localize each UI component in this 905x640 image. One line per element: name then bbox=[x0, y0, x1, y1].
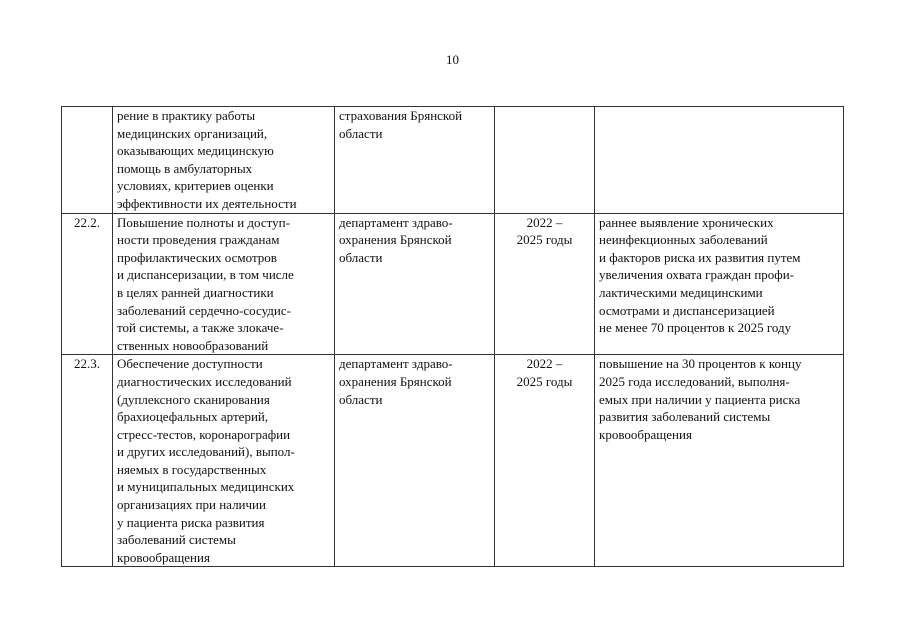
table-row bbox=[62, 355, 844, 567]
result-cell: повышение на 30 процентов к концу 2025 года исследований, выполня- емых при наличии у пациента риска развития заболеваний системы кровообращения bbox=[595, 355, 844, 567]
executor-cell: страхования Брянской области bbox=[335, 107, 495, 214]
measures-table bbox=[61, 106, 844, 567]
executor-cell: департамент здраво- охранения Брянской области bbox=[335, 355, 495, 567]
result-cell: раннее выявление хронических неинфекционных заболеваний и факторов риска их развития путем увеличения охвата граждан профи- лактическими медицинскими осмотрами и диспансеризацией не менее 70 процентов к 2025 году bbox=[595, 213, 844, 355]
activity-cell: Повышение полноты и доступ- ности проведения гражданам профилактических осмотров и диспансеризации, в том числе в целях ранней диагностики заболеваний сердечно-сосудис- той системы, а также злокаче- ственных новообразований bbox=[113, 213, 335, 355]
activity-cell: Обеспечение доступности диагностических исследований (дуплексного сканирования брахиоцефальных артерий, стресс-тестов, коронарографии и других исследований), выпол- няемых в государственных и муниципальных медицинских организациях при наличии у пациента риска развития заболеваний системы кровообращения bbox=[113, 355, 335, 567]
page-number: 10 bbox=[446, 52, 459, 67]
result-cell bbox=[595, 107, 844, 214]
executor-cell: департамент здраво- охранения Брянской области bbox=[335, 213, 495, 355]
row-number-cell: 22.2. bbox=[62, 213, 113, 355]
table-row bbox=[62, 107, 844, 214]
period-cell bbox=[495, 107, 595, 214]
period-cell: 2022 – 2025 годы bbox=[495, 355, 595, 567]
row-number-cell: 22.3. bbox=[62, 355, 113, 567]
row-number-cell bbox=[62, 107, 113, 214]
period-cell: 2022 – 2025 годы bbox=[495, 213, 595, 355]
activity-cell: рение в практику работы медицинских организаций, оказывающих медицинскую помощь в амбулаторных условиях, критериев оценки эффективности их деятельности bbox=[113, 107, 335, 214]
table-row bbox=[62, 213, 844, 355]
